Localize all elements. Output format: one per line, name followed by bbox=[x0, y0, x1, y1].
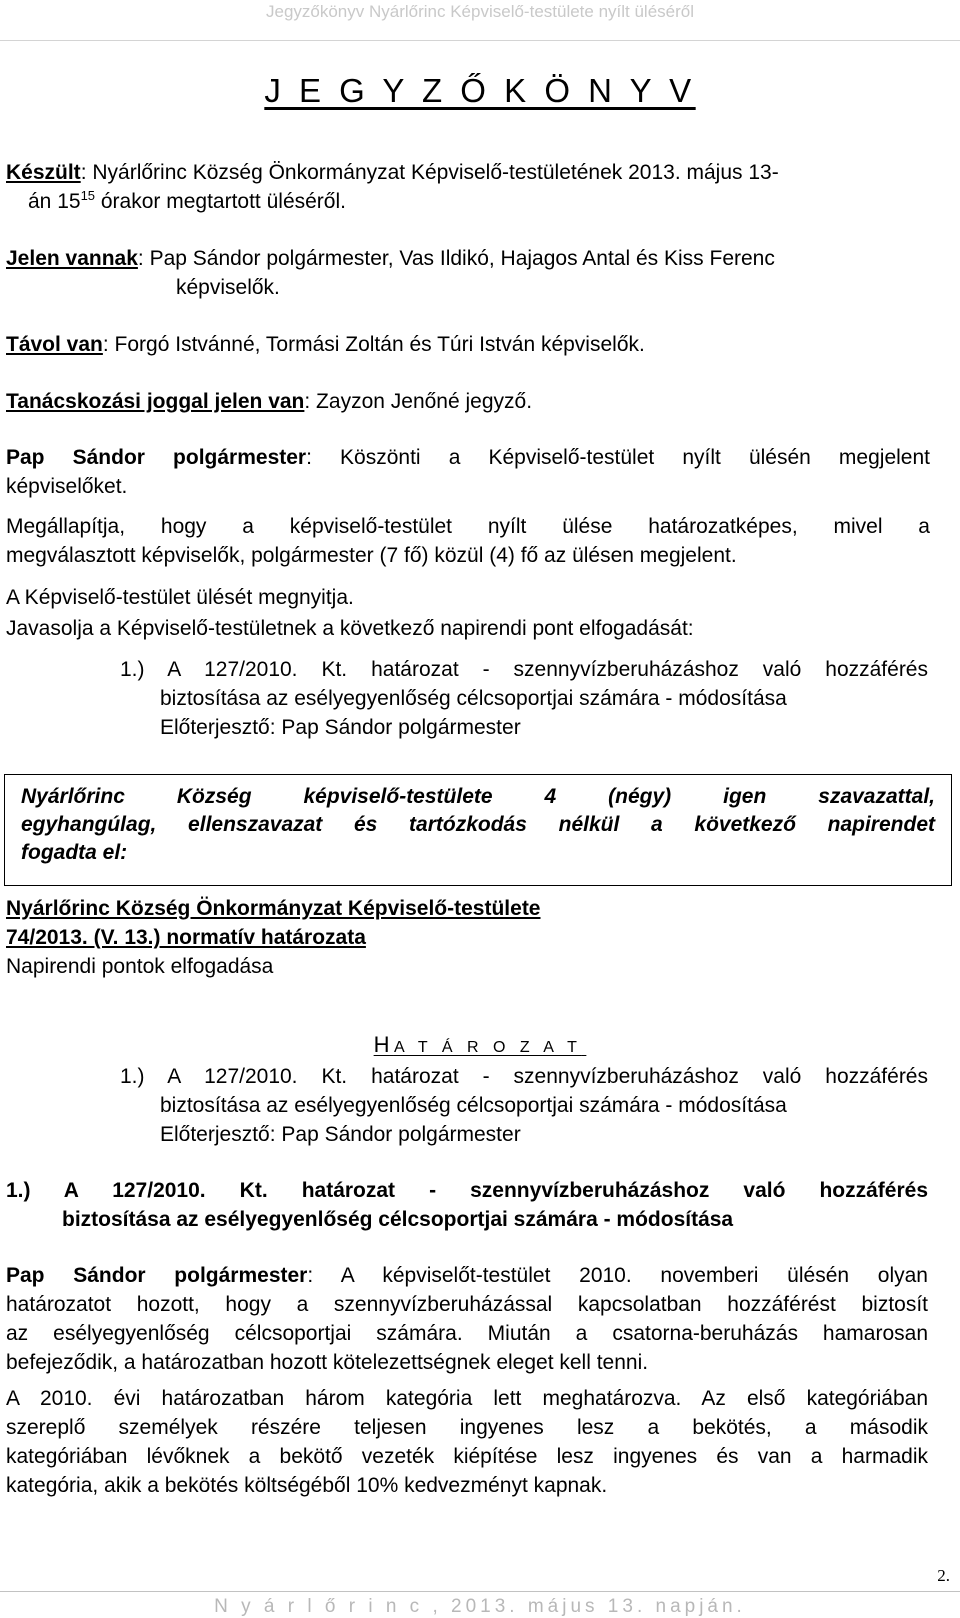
pap-greeting-text: : Köszönti a Képviselő-testület nyílt ülésén megjelent bbox=[306, 446, 930, 469]
tanacskozasi-label: Tanácskozási joggal jelen van bbox=[6, 390, 305, 413]
keszult-label: Készült bbox=[6, 161, 81, 184]
resolution-number: 74/2013. (V. 13.) normatív határozata bbox=[6, 926, 366, 949]
page-number: 2. bbox=[937, 1566, 950, 1585]
pap-report-line-4: befejeződik, a határozatban hozott kötelezettségnek eleget kell tenni. bbox=[6, 1351, 649, 1374]
resolution-agenda-list bbox=[120, 1062, 928, 1149]
categories-line-2: szereplő személyek részére teljesen ingyenes lesz a bekötés, a második bbox=[6, 1416, 928, 1439]
categories-paragraph bbox=[6, 1384, 928, 1500]
quorum-line-2: megválasztott képviselők, polgármester (7 fő) közül (4) fő az ülésen megjelent. bbox=[6, 544, 737, 567]
pap-greeting-paragraph bbox=[6, 443, 930, 501]
resolution-subject: Napirendi pontok elfogadása bbox=[6, 955, 274, 978]
vote-line-1: Nyárlőrinc Község képviselő-testülete 4 (négy) igen szavazattal, bbox=[21, 785, 935, 808]
pap-greeting-line-2: képviselőket. bbox=[6, 475, 128, 498]
jelen-label: Jelen vannak bbox=[6, 247, 138, 270]
vote-line-2: egyhangúlag, ellenszavazat és tartózkodás nélkül a következő napirendet bbox=[21, 813, 935, 836]
pap-greeting-line-1 bbox=[6, 443, 930, 472]
quorum-line-1: Megállapítja, hogy a képviselő-testület nyílt ülése határozatképes, mivel a bbox=[6, 515, 930, 538]
tavol-paragraph bbox=[6, 330, 942, 359]
pap-report-line-3: az esélyegyenlőség célcsoportjai számára. Miután a csatorna-beruházás hamarosan bbox=[6, 1322, 928, 1345]
keszult-line-1 bbox=[6, 158, 942, 187]
agenda-list bbox=[120, 655, 928, 742]
resolution-agenda-line-1: 1.) A 127/2010. Kt. határozat - szennyvízberuházáshoz való hozzáférés bbox=[120, 1065, 928, 1088]
categories-line-4: kategória, akik a bekötés költségéből 10% kedvezményt kapnak. bbox=[6, 1474, 608, 1497]
categories-line-1: A 2010. évi határozatban három kategória lett meghatározva. Az első kategóriában bbox=[6, 1387, 928, 1410]
pap-report-text: : A képviselőt-testület 2010. novemberi ülésén olyan bbox=[307, 1264, 928, 1287]
pap-report-line-1 bbox=[6, 1261, 928, 1290]
agenda-item-line-2: biztosítása az esélyegyenlőség célcsoportjai számára - módosítása bbox=[160, 687, 787, 710]
categories-line-3: kategóriában lévőknek a bekötő vezeték kiépítése lesz ingyenes és van a harmadik bbox=[6, 1445, 928, 1468]
keszult-line-2 bbox=[6, 187, 942, 216]
resolution-issuer: Nyárlőrinc Község Önkormányzat Képviselő-testülete bbox=[6, 897, 541, 920]
hatarozat-initial: H bbox=[373, 1032, 390, 1057]
tavol-label: Távol van bbox=[6, 333, 103, 356]
vote-line-3: fogadta el: bbox=[21, 841, 128, 864]
keszult-time: án 15 bbox=[28, 190, 81, 213]
footer-text: N y á r l ő r i n c , 2013. május 13. napján. bbox=[214, 1596, 746, 1617]
document-title: J E G Y Z Ő K Ö N Y V bbox=[264, 72, 696, 109]
running-header: Jegyzőkönyv Nyárlőrinc Képviselő-testülete nyílt üléséről bbox=[265, 2, 695, 21]
tanacskozasi-paragraph bbox=[6, 387, 942, 416]
jelen-line-2: képviselők. bbox=[176, 276, 280, 299]
resolution-agenda-line-2: biztosítása az esélyegyenlőség célcsoportjai számára - módosítása bbox=[160, 1094, 787, 1117]
agenda-item-line-1: 1.) A 127/2010. Kt. határozat - szennyvízberuházáshoz való hozzáférés bbox=[120, 658, 928, 681]
vote-result-box bbox=[4, 774, 952, 886]
keszult-paragraph bbox=[6, 158, 942, 216]
item-1-line-1: 1.) A 127/2010. Kt. határozat - szennyvízberuházáshoz való hozzáférés bbox=[6, 1179, 928, 1202]
jelen-paragraph bbox=[6, 244, 942, 302]
pap-report-label: Pap Sándor polgármester bbox=[6, 1264, 308, 1287]
quorum-paragraph bbox=[6, 512, 930, 570]
agenda-item-presenter: Előterjesztő: Pap Sándor polgármester bbox=[160, 716, 521, 739]
tanacskozasi-text: : Zayzon Jenőné jegyző. bbox=[304, 390, 533, 413]
item-1-heading bbox=[6, 1176, 928, 1234]
pap-report-paragraph bbox=[6, 1261, 928, 1377]
header-divider bbox=[0, 40, 960, 41]
opening-line: A Képviselő-testület ülését megnyitja. bbox=[6, 586, 354, 609]
keszult-text: : Nyárlőrinc Község Önkormányzat Képviselő-testületének 2013. május 13- bbox=[80, 161, 779, 184]
jelen-line-1 bbox=[6, 244, 942, 273]
keszult-text-2: órakor megtartott üléséről. bbox=[95, 190, 346, 213]
hatarozat-rest: A T Á R O Z A T bbox=[393, 1039, 582, 1056]
tavol-text: : Forgó Istvánné, Tormási Zoltán és Túri István képviselők. bbox=[102, 333, 645, 356]
proposal-line: Javasolja a Képviselő-testületnek a következő napirendi pont elfogadását: bbox=[6, 617, 694, 640]
item-1-line-2: biztosítása az esélyegyenlőség célcsoportjai számára - módosítása bbox=[62, 1208, 734, 1231]
jelen-text: : Pap Sándor polgármester, Vas Ildikó, Hajagos Antal és Kiss Ferenc bbox=[137, 247, 775, 270]
keszult-time-superscript: 15 bbox=[80, 188, 96, 203]
hatarozat-title bbox=[373, 1032, 587, 1057]
pap-report-line-2: határozatot hozott, hogy a szennyvízberuházással kapcsolatban hozzáférést biztosít bbox=[6, 1293, 928, 1316]
resolution-heading bbox=[6, 894, 930, 981]
hatarozat-heading bbox=[0, 1032, 960, 1058]
footer-divider bbox=[0, 1591, 960, 1592]
pap-greeting-label: Pap Sándor polgármester bbox=[6, 446, 307, 469]
resolution-agenda-presenter: Előterjesztő: Pap Sándor polgármester bbox=[160, 1123, 521, 1146]
